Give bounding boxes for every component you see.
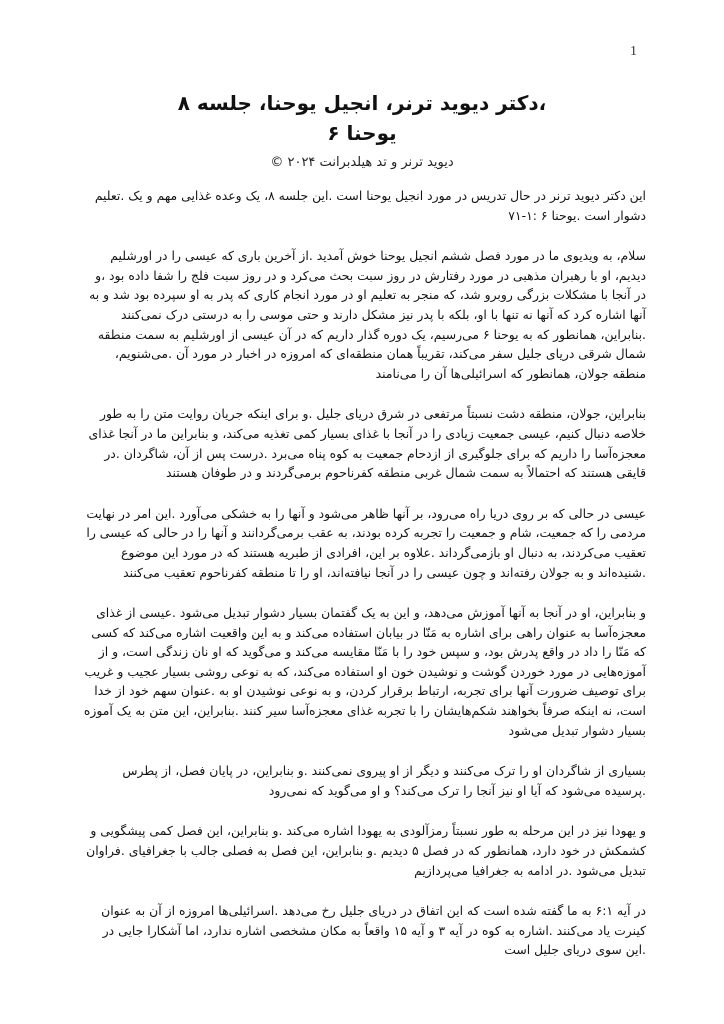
- paragraph: بنابراین، جولان، منطقه دشت نسبتاً مرتفعی در شرق دریای جلیل .و برای اینکه جریان روایت متن را به طور خلاصه دنبال کنیم، عیسی جمعیت زیادی را در آنجا با غذای بسیار کمی تغذیه می‌کند، و بنابراین ما در آنجا غذای معجزه‌آسا را داریم که برای جلوگیری از ازدحام جمعیت به کوه پناه می‌برد .درست پس از آن، شاگردان .در قایقی هستند که احتمالاً به سمت شمال غربی منطقه کفرناحوم برمی‌گردند و در طوفان هستند: [88, 406, 646, 481]
- title-line-2: یوحنا ۶: [327, 121, 397, 145]
- document-header: [70, 88, 654, 172]
- page-number: 1: [630, 44, 637, 59]
- document-body: [80, 186, 646, 981]
- paragraph: و یهودا نیز در این مرحله به طور نسبتاً رمزآلودی به یهودا اشاره می‌کند .و بنابراین، این فصل کمی پیشگویی و کشمکش در خود دارد، همانطور که در فصل ۵ دیدیم .و بنابراین، این فصل به فصلی جالب با جغرافیای .فراوان تبدیل می‌شود .در ادامه به جغرافیا می‌پردازیم: [86, 823, 646, 878]
- byline: دیوید ترنر و تد هیلدبرانت ۲۰۲۴ ©: [270, 155, 454, 170]
- paragraph: در آیه ۶:۱ به ما گفته شده است که این اتفاق در دریای جلیل رخ می‌دهد .اسرائیلی‌ها امروزه از آن به عنوان کینرت یاد می‌کنند .اشاره به کوه در آیه ۳ و آیه ۱۵ واقعاً به مکان مشخصی اشاره ندارد، اما آشکارا جایی در .این سوی دریای جلیل است: [101, 903, 646, 958]
- paragraph-intro: این دکتر دیوید ترنر در حال تدریس در مورد انجیل یوحنا است .این جلسه ۸، یک وعده غذایی مهم و یک .تعلیم دشوار است .یوحنا ۶ :۱-۷۱: [94, 188, 646, 223]
- paragraph: سلام، به ویدیوی ما در مورد فصل ششم انجیل یوحنا خوش آمدید .از آخرین باری که عیسی را در اورشلیم دیدیم، او با رهبران مذهبی در مورد رفتارش در روز سبت بحث می‌کرد و در روز سبت فلج را شفا داده بود ،و در آنجا با مشکلات بزرگی روبرو شد، که منجر به تعلیم او در مورد انجام کاری که پدر به او سپرده بود شد و به آنها اشاره کرد که آنها نه تنها با او، بلکه با پدر نیز مشکل دارند و حتی موسی را به درستی درک نمی‌کنند .بنابراین، همانطور که به یوحنا ۶ می‌رسیم، یک دوره گذار داریم که در آن عیسی از اورشلیم به سمت منطقه شمال شرقی دریای جلیل سفر می‌کند، تقریباً همان منطقه‌ای که امروزه در اخبار در مورد آن .می‌شنویم، منطقه جولان، همانطور که اسرائیلی‌ها آن را می‌نامند: [89, 248, 646, 381]
- paragraph: و بنابراین، او در آنجا به آنها آموزش می‌دهد، و این به یک گفتمان بسیار دشوار تبدیل می‌شود .عیسی از غذای معجزه‌آسا به عنوان راهی برای اشاره به مَنّا در بیابان استفاده می‌کند و به این واقعیت اشاره می‌کند که کسی که مَنّا را داد در واقع پدرش بود، و سپس خود را با مَنّا مقایسه می‌کند و می‌گوید که او نان زندگی است، و از آموزه‌هایی در مورد خوردن گوشت و نوشیدن خون او استفاده می‌کند، که به نوعی روشی بسیار عجیب و غریب برای توصیف ضرورت آنها برای تجربه، ارتباط برقرار کردن، و به نوعی نوشیدن او به .عنوان سهم خود از خدا است، نه اینکه صرفاً بخواهند شکم‌هایشان را با تجربه غذای معجزه‌آسا سیر کنند .بنابراین، این متن به یک آموزه بسیار دشوار تبدیل می‌شود: [83, 605, 646, 738]
- paragraph: بسیاری از شاگردان او را ترک می‌کنند و دیگر از او پیروی نمی‌کنند .و بنابراین، در پایان فصل، از پطرس .پرسیده می‌شود که آیا او نیز آنجا را ترک می‌کند؟ و او می‌گوید که نمی‌رود: [122, 763, 646, 798]
- title-line-1: ،دکتر دیوید ترنر، انجیل یوحنا، جلسه ۸: [177, 91, 547, 115]
- document-title: [70, 88, 654, 148]
- paragraph: عیسی در حالی که بر روی دریا راه می‌رود، بر آنها ظاهر می‌شود و آنها را به خشکی می‌آورد .این امر در نهایت مردمی را که جمعیت، شام و جمعیت را تجربه کرده بودند، به عقب برمی‌گردانند و آنها را در حالی که عیسی را تعقیب می‌کردند، به دنبال او بازمی‌گرداند .علاوه بر این، افرادی از طبریه هستند که در مورد این موضوع .شنیده‌اند و به جولان رفته‌اند و چون عیسی را در آنجا نیافته‌اند، او را تا منطقه کفرناحوم تعقیب می‌کنند: [86, 505, 646, 580]
